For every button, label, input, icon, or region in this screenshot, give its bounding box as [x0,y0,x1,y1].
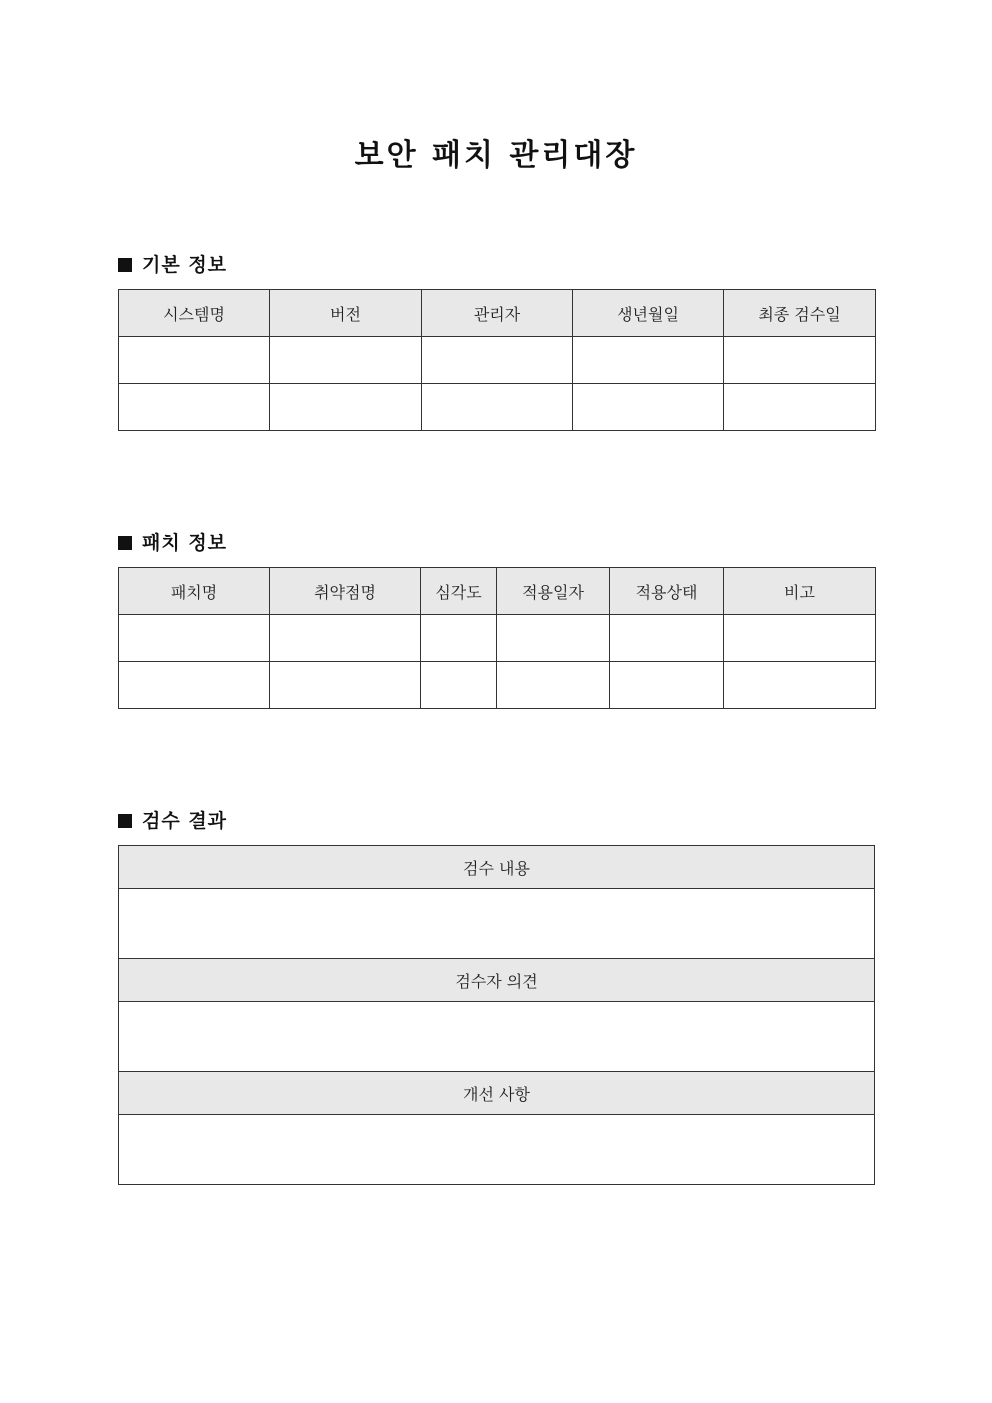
column-header-applied-date: 적용일자 [497,568,610,615]
table-cell[interactable] [270,615,421,662]
table-cell[interactable] [119,662,270,709]
review-section-header [119,959,875,1002]
basic-info-table [118,289,876,431]
review-result-table [118,845,875,1185]
table-cell[interactable] [422,384,573,431]
table-cell[interactable] [724,384,876,431]
table-cell[interactable] [573,337,724,384]
column-header-birthdate: 생년월일 [573,290,724,337]
column-header-patch-name: 패치명 [119,568,270,615]
table-cell[interactable] [270,662,421,709]
page-title: 보안 패치 관리대장 [354,138,638,173]
column-header-vulnerability-name: 취약점명 [270,568,421,615]
patch-info-table [118,567,876,709]
column-header-system-name: 시스템명 [119,290,270,337]
table-cell[interactable] [573,384,724,431]
improvements-area [119,1115,875,1185]
section-heading-patch-info [118,531,227,555]
column-header-manager: 관리자 [422,290,573,337]
square-bullet-icon [118,814,132,828]
table-cell[interactable] [270,384,422,431]
improvements-field[interactable] [119,1115,875,1185]
table-cell[interactable] [119,615,270,662]
review-section-header [119,1072,875,1115]
review-content-header: 검수 내용 [119,846,875,889]
table-cell[interactable] [724,615,876,662]
table-cell[interactable] [497,662,610,709]
reviewer-opinion-field[interactable] [119,1002,875,1072]
column-header-remarks: 비고 [724,568,876,615]
table-cell[interactable] [421,615,497,662]
column-header-severity: 심각도 [421,568,497,615]
table-row [119,615,876,662]
table-cell[interactable] [421,662,497,709]
section-heading-label: 기본 정보 [142,254,228,276]
column-header-version: 버전 [270,290,422,337]
table-cell[interactable] [270,337,422,384]
table-cell[interactable] [497,615,610,662]
table-cell[interactable] [610,662,724,709]
table-header-row [119,290,876,337]
table-cell[interactable] [422,337,573,384]
table-cell[interactable] [724,662,876,709]
column-header-last-review-date: 최종 검수일 [724,290,876,337]
square-bullet-icon [118,536,132,550]
table-cell[interactable] [610,615,724,662]
section-heading-label: 검수 결과 [142,810,228,832]
table-cell[interactable] [119,337,270,384]
table-cell[interactable] [119,384,270,431]
square-bullet-icon [118,258,132,272]
table-cell[interactable] [724,337,876,384]
table-row [119,384,876,431]
table-row [119,662,876,709]
review-section-header [119,846,875,889]
review-content-area [119,889,875,959]
review-content-field[interactable] [119,889,875,959]
column-header-applied-status: 적용상태 [610,568,724,615]
section-heading-basic-info [118,253,227,277]
improvements-header: 개선 사항 [119,1072,875,1115]
table-header-row [119,568,876,615]
reviewer-opinion-header: 검수자 의견 [119,959,875,1002]
reviewer-opinion-area [119,1002,875,1072]
table-row [119,337,876,384]
section-heading-label: 패치 정보 [142,532,228,554]
section-heading-review-result [118,809,227,833]
